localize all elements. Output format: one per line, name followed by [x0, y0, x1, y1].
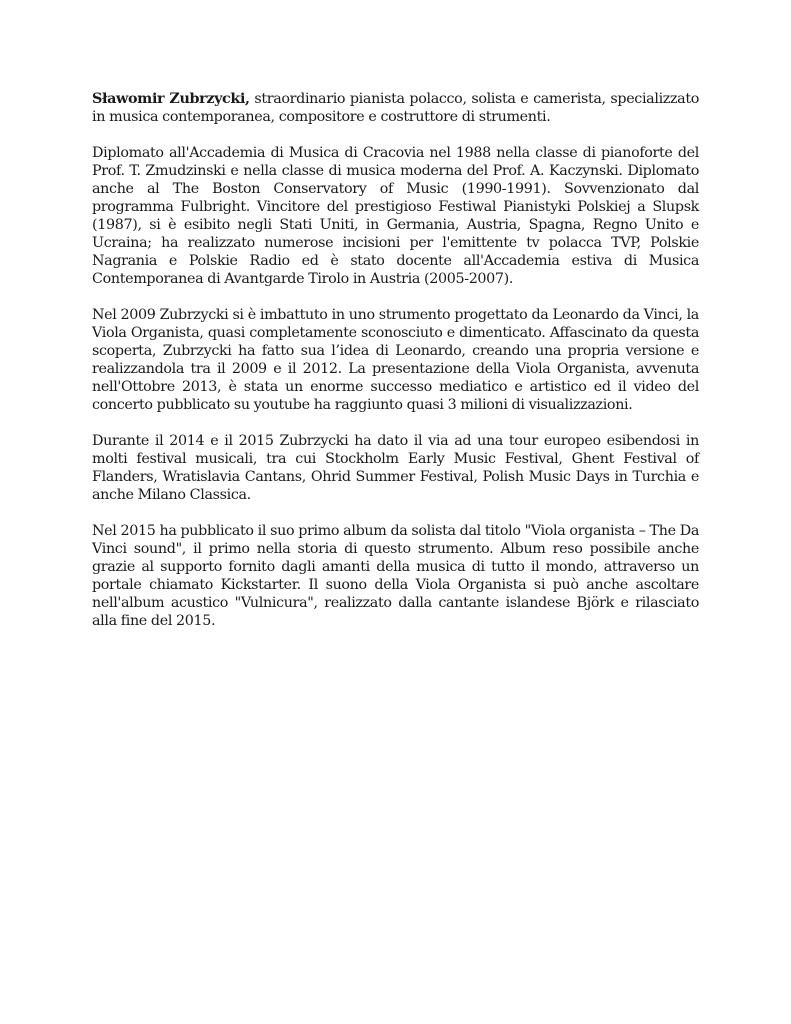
document-page	[92, 90, 699, 648]
intro-paragraph	[92, 90, 699, 126]
intro-text: straordinario pianista polacco, solista e camerista, specializzato in musica contemporanea, compositore e costruttore di strumenti.	[92, 91, 699, 125]
tour-paragraph: Durante il 2014 e il 2015 Zubrzycki ha dato il via ad una tour europeo esibendosi in molti festival musicali, tra cui Stockholm Early Music Festival, Ghent Festival of Flanders, Wratislavia Cantans, Ohrid Summer Festival, Polish Music Days in Turchia e anche Milano Classica.	[92, 433, 699, 503]
viola-organista-paragraph: Nel 2009 Zubrzycki si è imbattuto in uno strumento progettato da Leonardo da Vinci, la Viola Organista, quasi completamente sconosciuto e dimenticato. Affascinato da questa scoperta, Zubrzycki ha fatto sua l’idea di Leonardo, creando una propria versione e realizzandola tra il 2009 e il 2012. La presentazione della Viola Organista, avvenuta nell'Ottobre 2013, è stata un enorme successo mediatico e artistico ed il video del concerto pubblicato su youtube ha raggiunto quasi 3 milioni di visualizzazioni.	[92, 307, 699, 413]
album-paragraph: Nel 2015 ha pubblicato il suo primo album da solista dal titolo "Viola organista – The Da Vinci sound", il primo nella storia di questo strumento. Album reso possibile anche grazie al supporto fornito dagli amanti della musica di tutto il mondo, attraverso un portale chiamato Kickstarter. Il suono della Viola Organista si può anche ascoltare nell'album acustico "Vulnicura", realizzato dalla cantante islandese Björk e rilasciato alla fine del 2015.	[92, 523, 699, 629]
education-paragraph: Diplomato all'Accademia di Musica di Cracovia nel 1988 nella classe di pianoforte del Prof. T. Zmudzinski e nella classe di musica moderna del Prof. A. Kaczynski. Diplomato anche al The Boston Conservatory of Music (1990-1991). Sovvenzionato dal programma Fulbright. Vincitore del prestigioso Festiwal Pianistyki Polskiej a Slupsk (1987), si è esibito negli Stati Uniti, in Germania, Austria, Spagna, Regno Unito e Ucraina; ha realizzato numerose incisioni per l'emittente tv polacca TVP, Polskie Nagrania e Polskie Radio ed è stato docente all'Accademia estiva di Musica Contemporanea di Avantgarde Tirolo in Austria (2005-2007).	[92, 145, 699, 287]
artist-name: Sławomir Zubrzycki,	[92, 91, 250, 107]
